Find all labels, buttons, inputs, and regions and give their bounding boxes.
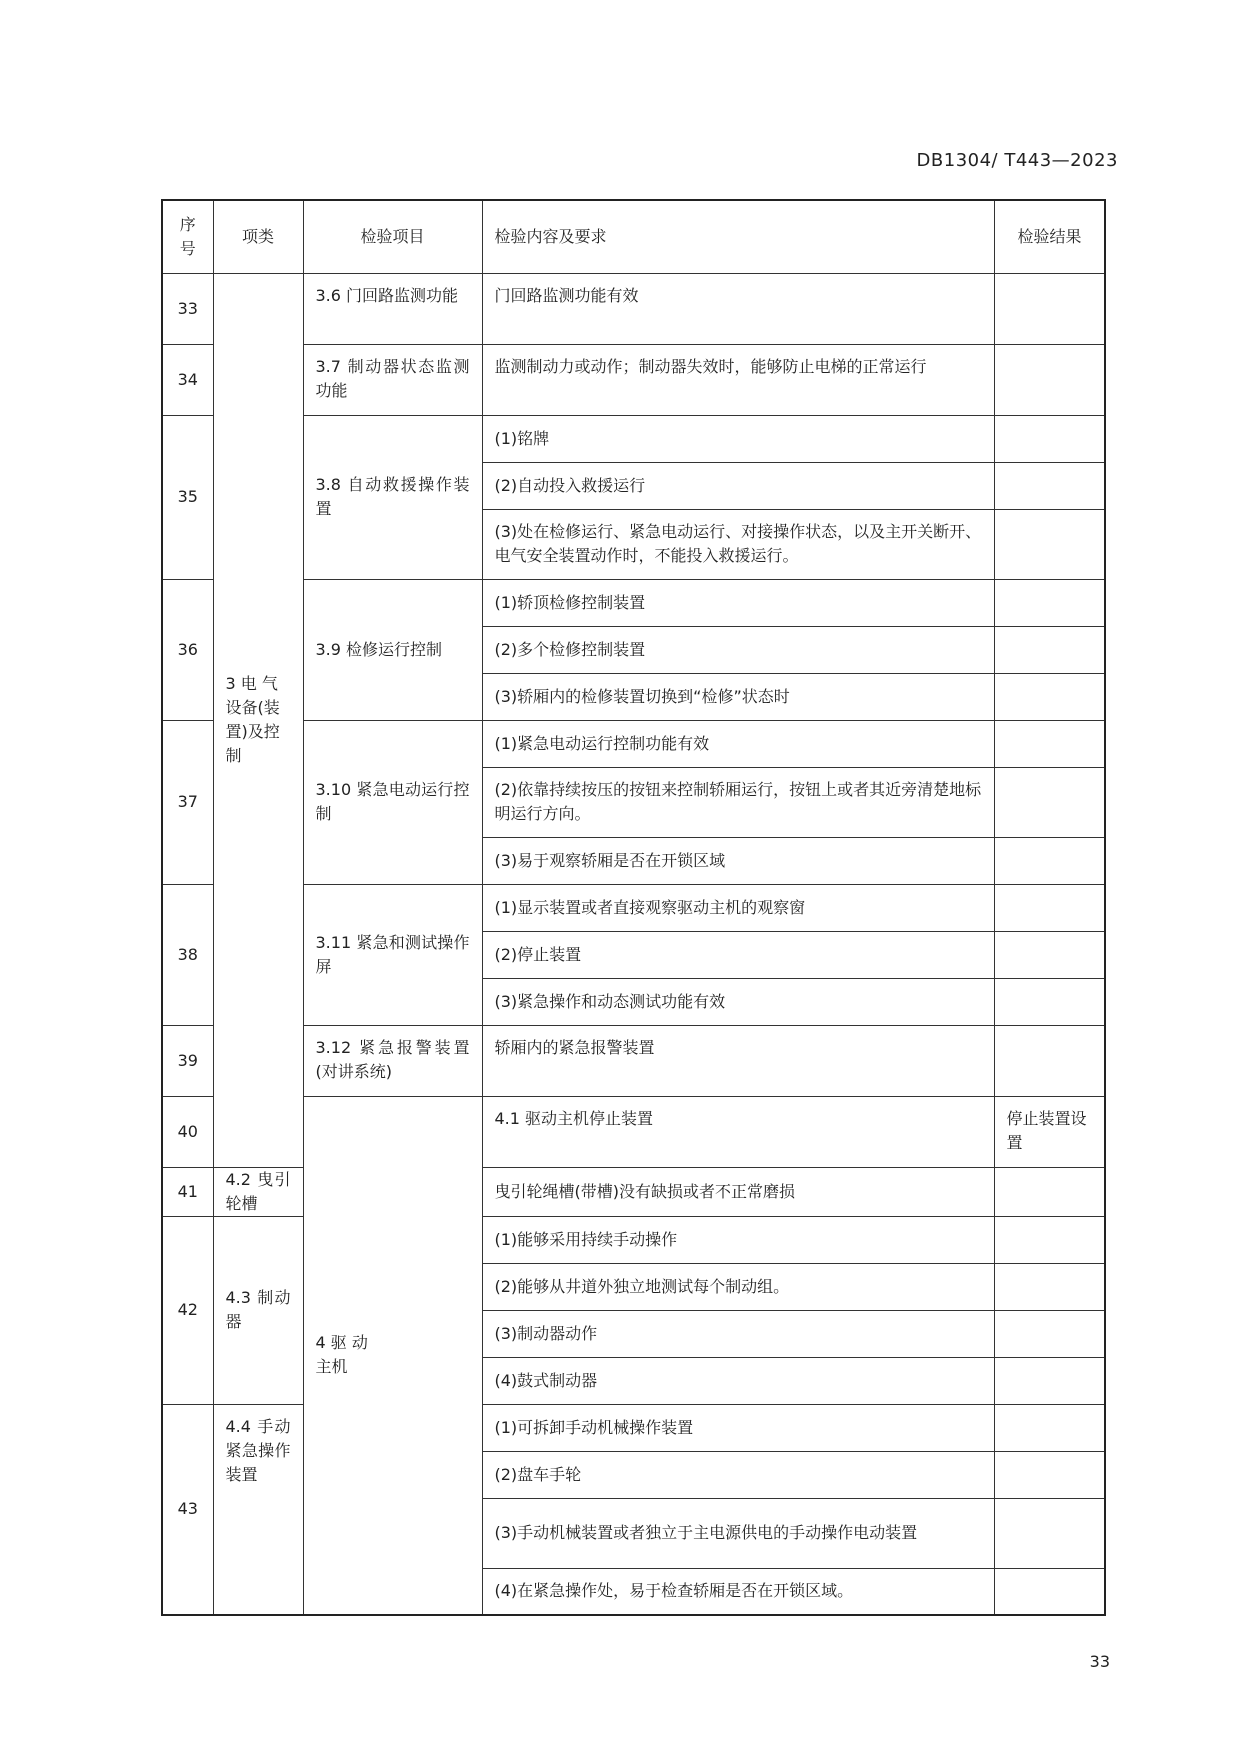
result-cell[interactable]	[994, 1498, 1105, 1568]
row-number: 40	[162, 1096, 213, 1167]
content-cell: 停止装置设置	[994, 1096, 1105, 1167]
row-number: 39	[162, 1025, 213, 1096]
content-cell: (2)多个检修控制装置	[482, 626, 994, 673]
table-row	[162, 273, 1105, 344]
content-cell: (3)制动器动作	[482, 1310, 994, 1357]
result-cell[interactable]	[994, 1404, 1105, 1451]
item-cell: 3.7 制动器状态监测功能	[303, 344, 482, 415]
result-cell[interactable]	[994, 462, 1105, 509]
content-cell: (3)处在检修运行、紧急电动运行、对接操作状态，以及主开关断开、电气安全装置动作时，不能投入救援运行。	[482, 509, 994, 579]
result-cell[interactable]	[994, 1357, 1105, 1404]
content-cell: (2)盘车手轮	[482, 1451, 994, 1498]
result-cell[interactable]	[994, 1167, 1105, 1216]
table-row	[162, 720, 1105, 767]
table-header-row	[162, 200, 1105, 273]
result-cell[interactable]	[994, 673, 1105, 720]
item-cell: 3.6 门回路监测功能	[303, 273, 482, 344]
category-cell: 4 驱 动 主机	[303, 1096, 482, 1615]
table-row	[162, 579, 1105, 626]
result-cell[interactable]	[994, 720, 1105, 767]
row-number: 35	[162, 415, 213, 579]
result-cell[interactable]	[994, 626, 1105, 673]
content-cell: (2)依靠持续按压的按钮来控制轿厢运行，按钮上或者其近旁清楚地标明运行方向。	[482, 767, 994, 837]
content-cell: (3)易于观察轿厢是否在开锁区域	[482, 837, 994, 884]
item-cell: 3.9 检修运行控制	[303, 579, 482, 720]
page-number: 33	[1089, 1652, 1110, 1671]
table-row	[162, 415, 1105, 462]
inspection-table	[161, 199, 1106, 1616]
result-cell[interactable]	[994, 884, 1105, 931]
col-header-content: 检验内容及要求	[482, 200, 994, 273]
item-cell: 4.3 制动器	[213, 1216, 303, 1404]
table-row	[162, 1096, 1105, 1167]
item-cell: 3.11 紧急和测试操作屏	[303, 884, 482, 1025]
row-number: 36	[162, 579, 213, 720]
result-cell[interactable]	[994, 1451, 1105, 1498]
content-cell: 轿厢内的紧急报警装置	[482, 1025, 994, 1096]
item-cell: 3.10 紧急电动运行控制	[303, 720, 482, 884]
table-row	[162, 884, 1105, 931]
content-cell: (1)能够采用持续手动操作	[482, 1216, 994, 1263]
col-header-number: 序 号	[162, 200, 213, 273]
result-cell[interactable]	[994, 579, 1105, 626]
content-cell: (3)手动机械装置或者独立于主电源供电的手动操作电动装置	[482, 1498, 994, 1568]
result-cell[interactable]	[994, 767, 1105, 837]
item-cell: 4.1 驱动主机停止装置	[482, 1096, 994, 1167]
result-cell[interactable]	[994, 978, 1105, 1025]
item-cell: 4.2 曳引轮槽	[213, 1167, 303, 1216]
content-cell: (4)在紧急操作处，易于检查轿厢是否在开锁区域。	[482, 1568, 994, 1615]
row-number: 37	[162, 720, 213, 884]
row-number: 41	[162, 1167, 213, 1216]
content-cell: (1)紧急电动运行控制功能有效	[482, 720, 994, 767]
content-cell: (1)轿顶检修控制装置	[482, 579, 994, 626]
result-cell[interactable]	[994, 837, 1105, 884]
content-cell: (2)能够从井道外独立地测试每个制动组。	[482, 1263, 994, 1310]
content-cell: 曳引轮绳槽(带槽)没有缺损或者不正常磨损	[482, 1167, 994, 1216]
content-cell: (3)轿厢内的检修装置切换到“检修”状态时	[482, 673, 994, 720]
content-cell: (4)鼓式制动器	[482, 1357, 994, 1404]
table-row	[162, 344, 1105, 415]
content-cell: 监测制动力或动作；制动器失效时，能够防止电梯的正常运行	[482, 344, 994, 415]
content-cell: (1)显示装置或者直接观察驱动主机的观察窗	[482, 884, 994, 931]
row-number: 43	[162, 1404, 213, 1615]
result-cell[interactable]	[994, 273, 1105, 344]
result-cell[interactable]	[994, 344, 1105, 415]
content-cell: 门回路监测功能有效	[482, 273, 994, 344]
item-cell: 3.12 紧急报警装置(对讲系统)	[303, 1025, 482, 1096]
category-cell: 3 电 气 设备(装 置)及控 制	[213, 273, 303, 1167]
result-cell[interactable]	[994, 1025, 1105, 1096]
result-cell[interactable]	[994, 509, 1105, 579]
row-number: 34	[162, 344, 213, 415]
item-cell: 4.4 手动紧急操作装置	[213, 1404, 303, 1615]
standard-code: DB1304/ T443—2023	[916, 150, 1118, 171]
result-cell[interactable]	[994, 1263, 1105, 1310]
row-number: 42	[162, 1216, 213, 1404]
row-number: 33	[162, 273, 213, 344]
content-cell: (1)铭牌	[482, 415, 994, 462]
item-cell: 3.8 自动救援操作装置	[303, 415, 482, 579]
result-cell[interactable]	[994, 1216, 1105, 1263]
content-cell: (2)停止装置	[482, 931, 994, 978]
result-cell[interactable]	[994, 415, 1105, 462]
row-number: 38	[162, 884, 213, 1025]
col-header-result: 检验结果	[994, 200, 1105, 273]
content-cell: (2)自动投入救援运行	[482, 462, 994, 509]
content-cell: (1)可拆卸手动机械操作装置	[482, 1404, 994, 1451]
table-row	[162, 1025, 1105, 1096]
col-header-item: 检验项目	[303, 200, 482, 273]
col-header-category: 项类	[213, 200, 303, 273]
result-cell[interactable]	[994, 1568, 1105, 1615]
result-cell[interactable]	[994, 931, 1105, 978]
content-cell: (3)紧急操作和动态测试功能有效	[482, 978, 994, 1025]
result-cell[interactable]	[994, 1310, 1105, 1357]
